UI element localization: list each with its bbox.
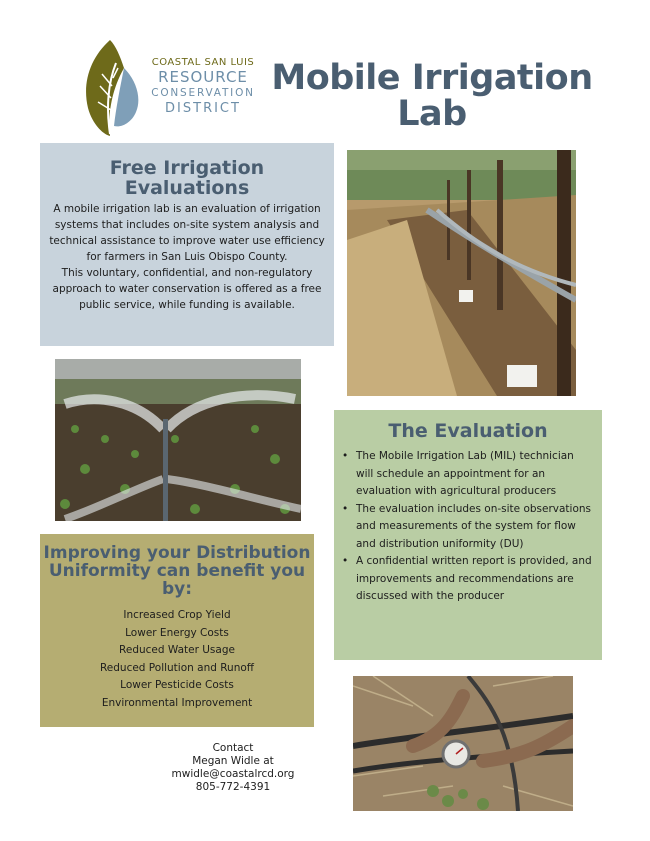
- benefits-heading: Improving your Distribution Uniformity can benefit you by:: [43, 543, 311, 599]
- evaluation-item: • The evaluation includes on-site observations and measurements of the system for flow and distribution uniformity (DU): [342, 502, 592, 550]
- org-line-1: COASTAL SAN LUIS: [151, 57, 255, 68]
- benefit-item: Lower Energy Costs: [125, 626, 229, 639]
- free-evaluations-para-1: A mobile irrigation lab is an evaluation of irrigation systems that includes on-site system analysis and technical assistance to improve water use efficiency for farmers in San Luis Obispo County.: [49, 203, 325, 263]
- contact-name: Megan Widle at: [192, 755, 274, 767]
- benefit-item: Reduced Water Usage: [119, 644, 235, 656]
- benefits-panel: [40, 534, 314, 727]
- org-line-3: CONSERVATION: [151, 87, 255, 99]
- pressure-gauge-photo: [353, 676, 573, 811]
- contact-block: [148, 742, 318, 794]
- sprinkler-field-photo: [55, 359, 301, 521]
- evaluation-heading: The Evaluation: [388, 420, 548, 442]
- contact-email[interactable]: mwidle@coastalrcd.org: [171, 768, 295, 780]
- org-line-2: RESOURCE: [158, 68, 248, 86]
- vineyard-drip-photo: [347, 150, 576, 396]
- leaf-drop-logo-icon: [80, 38, 146, 138]
- org-line-4: DISTRICT: [165, 101, 241, 116]
- benefit-item: Increased Crop Yield: [123, 609, 231, 621]
- title-line-2: Lab: [397, 94, 467, 134]
- benefits-list: [40, 598, 314, 712]
- title-line-1: Mobile Irrigation: [271, 58, 593, 98]
- org-name: [148, 56, 258, 116]
- district-logo: [80, 38, 146, 138]
- bullet-icon: •: [342, 450, 349, 462]
- benefit-item: Lower Pesticide Costs: [120, 679, 234, 691]
- free-evaluations-para-2: This voluntary, confidential, and non-regulatory approach to water conservation is offered as a free public service, while funding is available.: [52, 267, 322, 311]
- benefit-item: Environmental Improvement: [101, 696, 253, 709]
- bullet-icon: •: [342, 555, 349, 567]
- evaluation-panel: [334, 410, 602, 660]
- page-title: [262, 60, 602, 132]
- free-evaluations-heading: Free Irrigation Evaluations: [109, 157, 265, 199]
- benefit-item: Reduced Pollution and Runoff: [99, 661, 255, 674]
- evaluation-item: • The Mobile Irrigation Lab (MIL) technician will schedule an appointment for an evaluation with agricultural producers: [342, 450, 574, 497]
- free-evaluations-panel: [40, 143, 334, 346]
- contact-phone[interactable]: 805-772-4391: [195, 781, 271, 793]
- evaluation-list: [334, 442, 602, 606]
- contact-label: Contact: [212, 742, 254, 754]
- bullet-icon: •: [342, 502, 349, 515]
- evaluation-item: • A confidential written report is provided, and improvements and recommendations are discussed with the producer: [342, 555, 592, 602]
